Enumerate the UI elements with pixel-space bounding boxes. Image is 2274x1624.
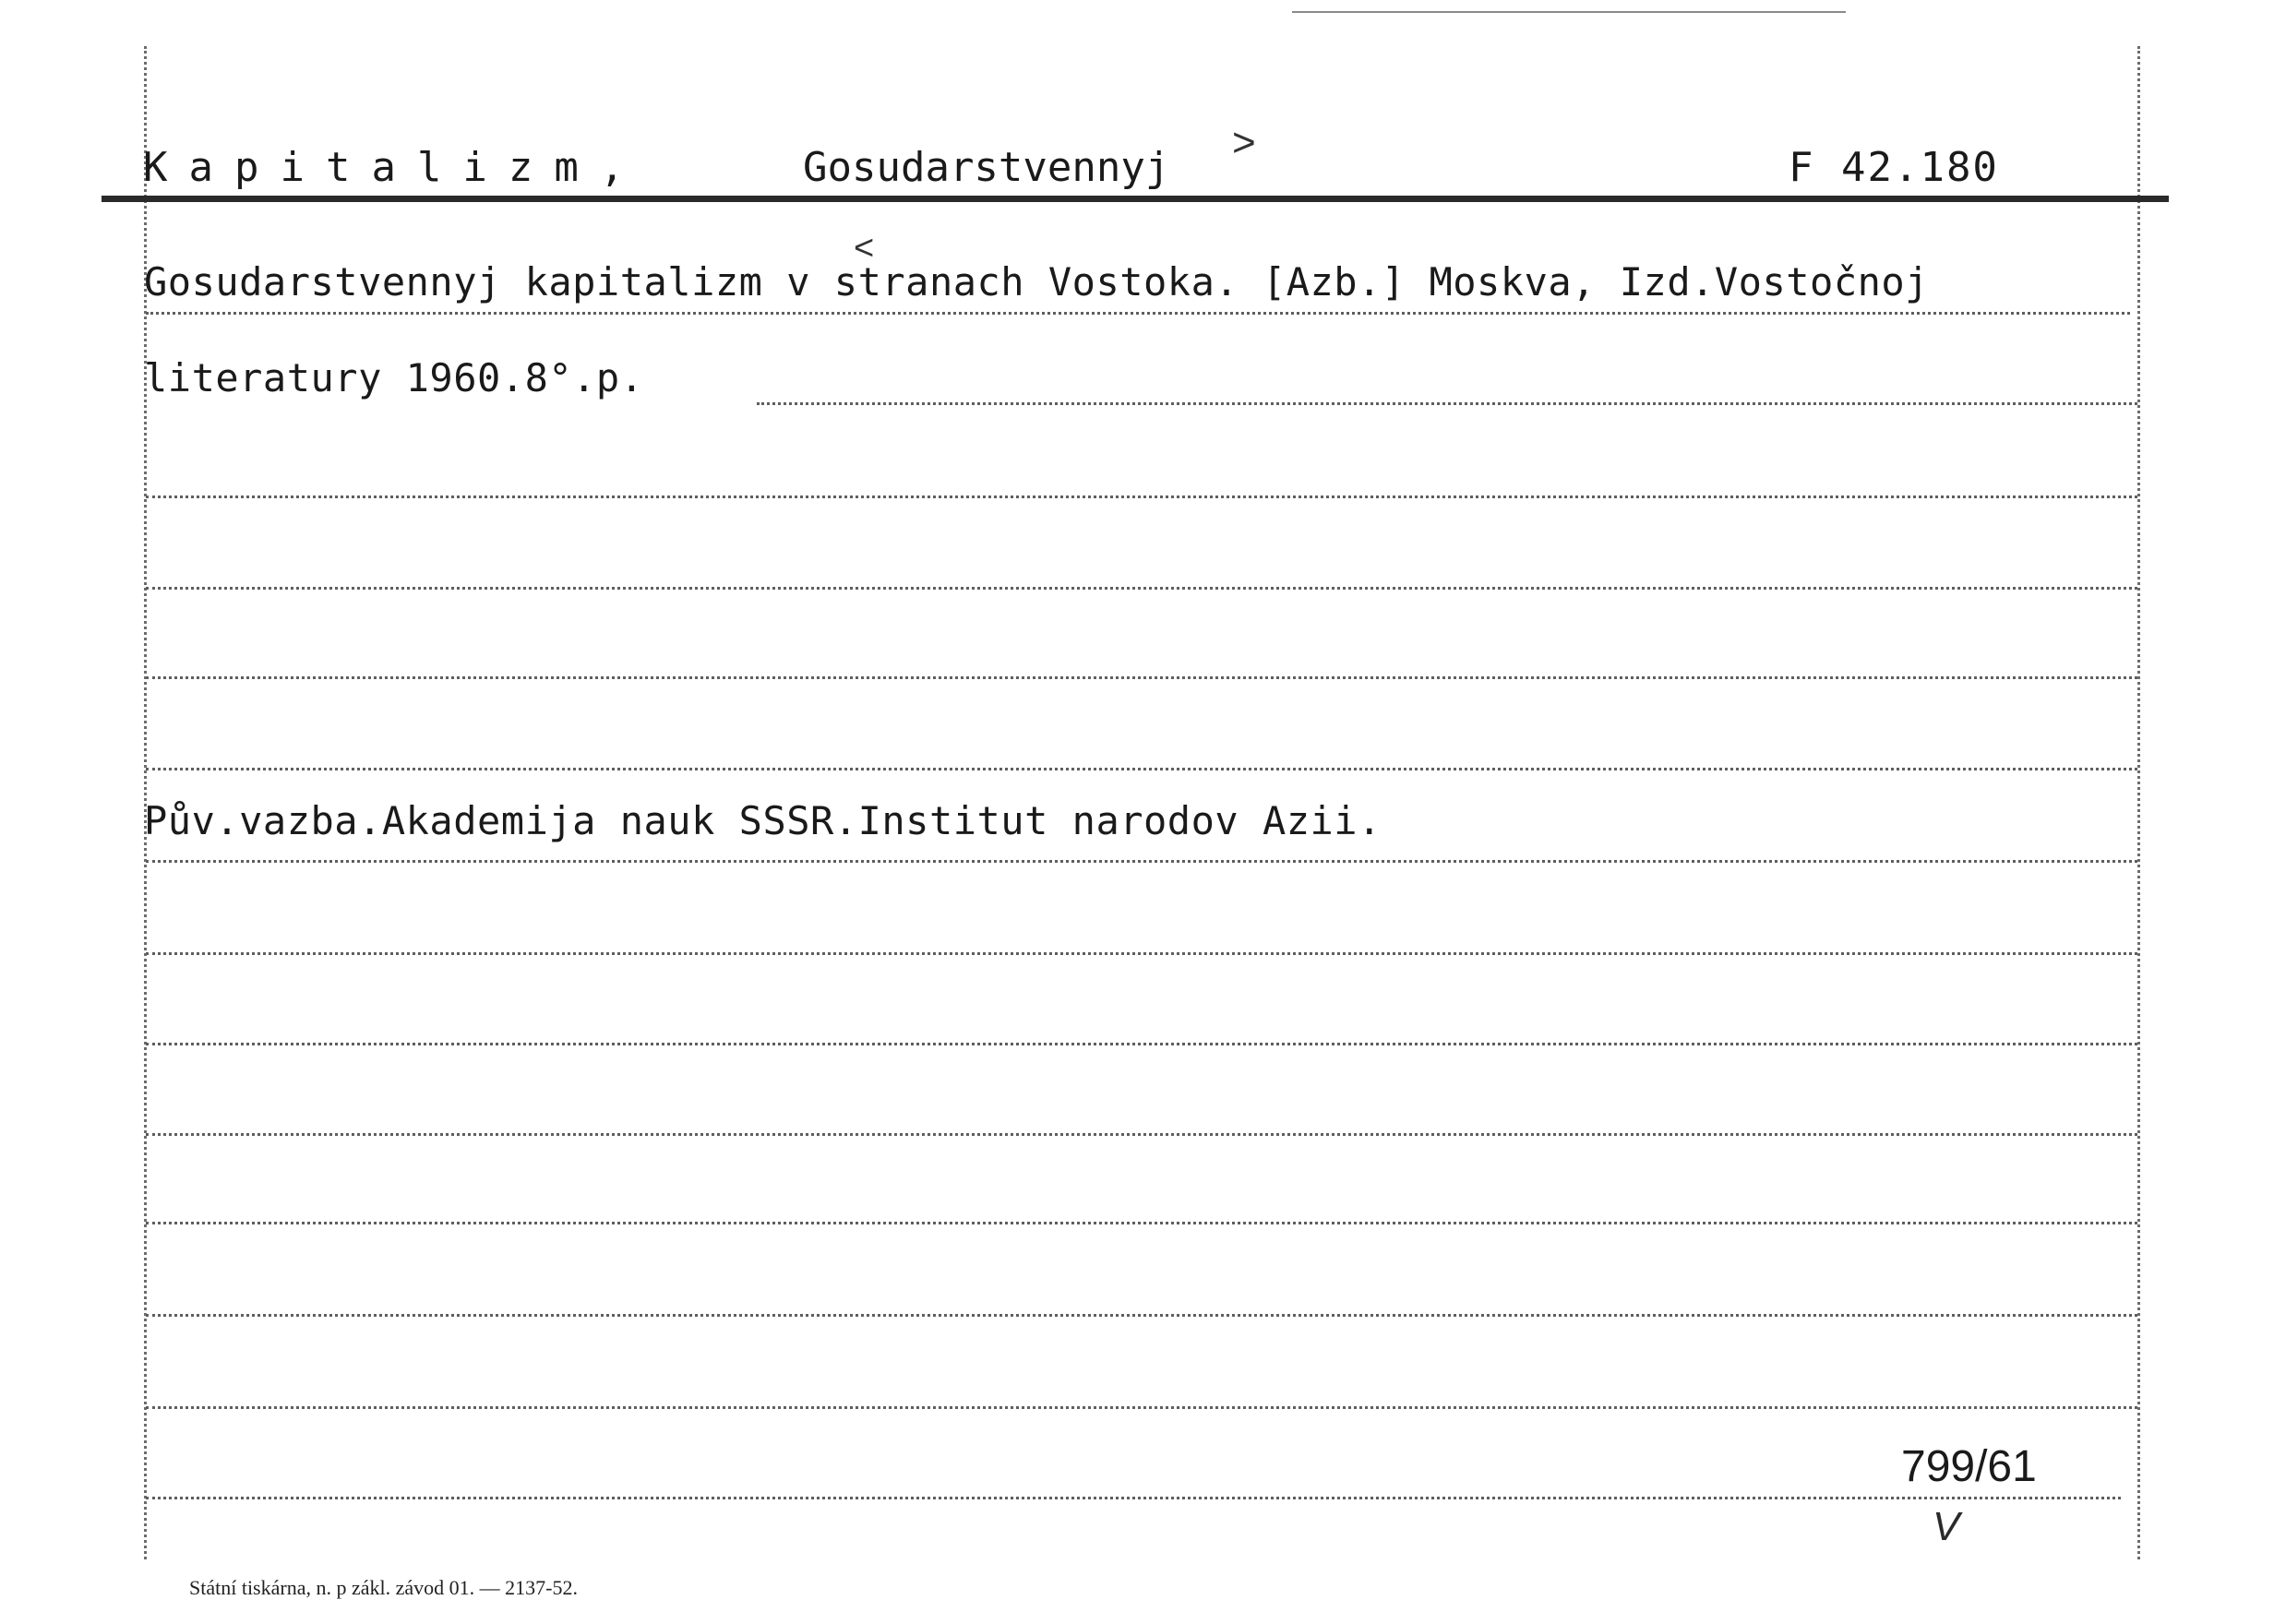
- heading-subject: Gosudarstvennyj: [803, 144, 1170, 191]
- ruled-line: [146, 1043, 2137, 1045]
- ruled-line: [757, 402, 2137, 405]
- call-number: F 42.180: [1789, 144, 1999, 191]
- ruled-line: [146, 312, 2130, 315]
- ruled-line: [146, 1406, 2137, 1409]
- card-heading: [143, 140, 2173, 196]
- ruled-line: [146, 860, 2137, 863]
- note-line: Pův.vazba.Akademija nauk SSSR.Institut narodov Azii.: [144, 798, 1382, 843]
- ruled-line: [146, 496, 2137, 498]
- ruled-line: [146, 1497, 2121, 1499]
- ruled-line: [146, 587, 2137, 590]
- top-edge-rule: [1292, 11, 1846, 13]
- ruled-line: [146, 676, 2137, 679]
- heading-rule: [102, 196, 2169, 202]
- accession-number: 799/61: [1901, 1442, 2037, 1491]
- accession-check-mark: V: [1933, 1504, 1960, 1549]
- ruled-line: [146, 952, 2137, 955]
- handwritten-bracket-mark: <: [854, 229, 875, 268]
- right-margin-line: [2137, 46, 2140, 1559]
- heading-term: Kapitalizm,: [143, 144, 646, 191]
- handwritten-arrow-mark: >: [1232, 120, 1256, 165]
- ruled-line: [146, 1133, 2137, 1136]
- ruled-line: [146, 768, 2137, 770]
- imprint-line: literatury 1960.8°.p.: [144, 355, 644, 400]
- printer-imprint: Státní tiskárna, n. p zákl. závod 01. — 2137-52.: [189, 1576, 578, 1599]
- title-line: Gosudarstvennyj kapitalizm v stranach Vostoka. [Azb.] Moskva, Izd.Vostočnoj: [144, 259, 1929, 304]
- ruled-line: [146, 1222, 2137, 1224]
- ruled-line: [146, 1314, 2137, 1317]
